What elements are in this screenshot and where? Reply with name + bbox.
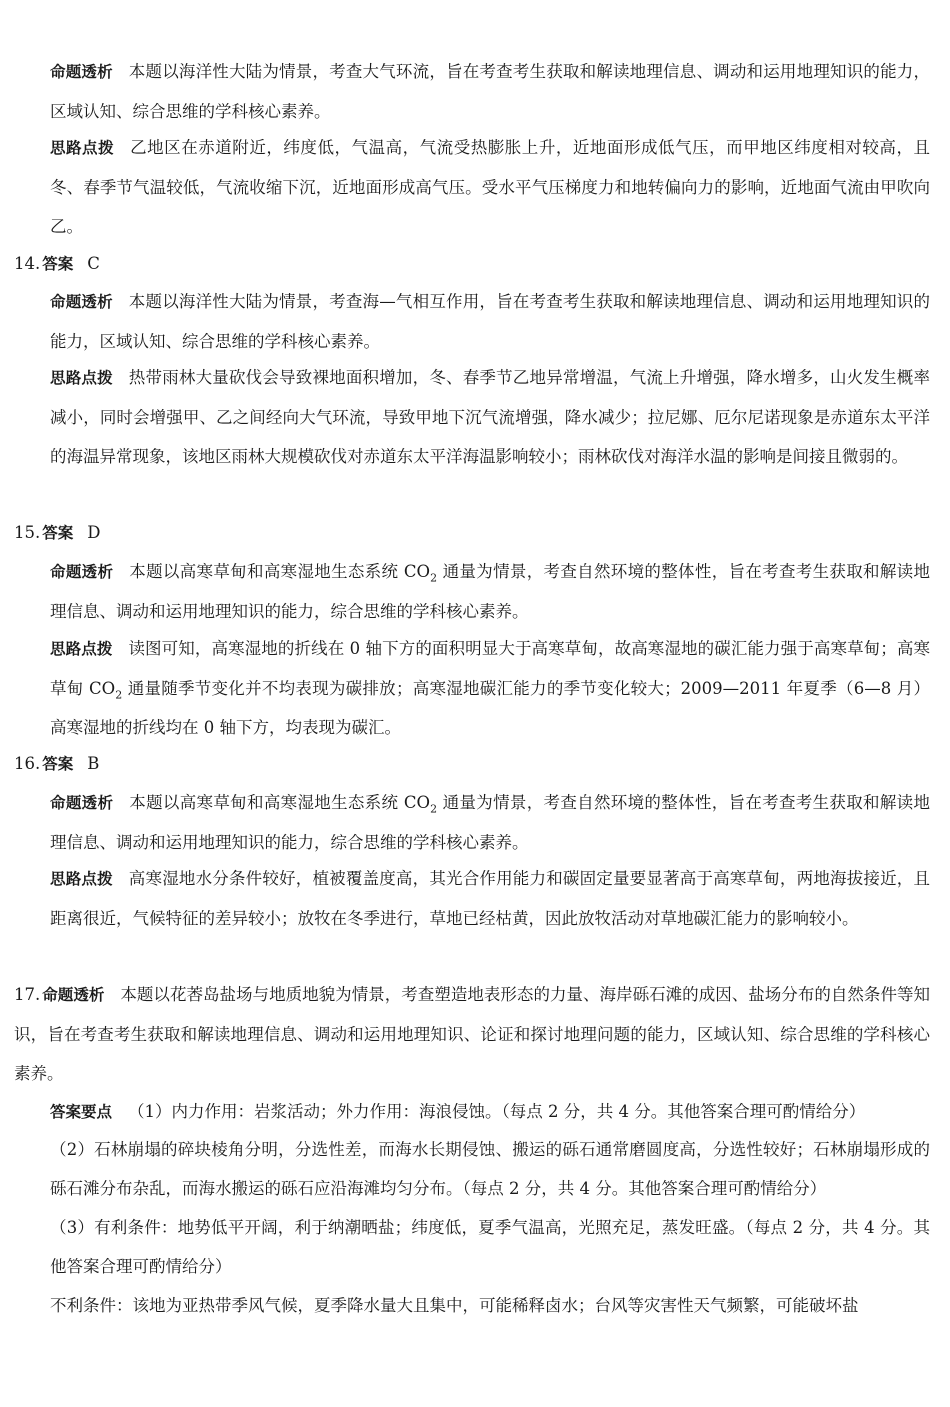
q17-kp3-unfavorable: 不利条件：该地为亚热带季风气候，夏季降水量大且集中，可能稀释卤水；台风等灾害性天气频繁，可能破坏盐 bbox=[50, 1296, 859, 1315]
q14-answer: C bbox=[87, 254, 100, 273]
q15-hint-text-a: 读图可知，高寒湿地的折线在 0 轴下方的面积明显大于高寒草甸，故高寒湿地的碳汇能力强于高寒草甸；高寒草甸 CO bbox=[50, 639, 930, 698]
answer-label: 答案 bbox=[42, 755, 74, 773]
key-points-label: 答案要点 bbox=[50, 1103, 113, 1121]
q15-answer: D bbox=[87, 523, 101, 542]
q16-answer: B bbox=[87, 754, 100, 773]
answer-label: 答案 bbox=[42, 524, 74, 542]
q17-analysis bbox=[14, 975, 930, 1093]
q14-hint bbox=[50, 358, 930, 476]
analysis-label: 命题透析 bbox=[50, 293, 113, 311]
q17-key-points-1 bbox=[50, 1092, 930, 1132]
hint-label: 思路点拨 bbox=[50, 369, 113, 387]
q16-analysis-text-a: 本题以高寒草甸和高寒湿地生态系统 CO bbox=[129, 793, 431, 812]
q17-key-points-3 bbox=[50, 1208, 930, 1286]
question-number: 16. bbox=[14, 754, 41, 773]
q16-analysis-text-b: 通量为情景，考查自然环境的整体性，旨在考查考生获取和解读地理信息、调动和运用地理知识的能力，综合思维的学科核心素养。 bbox=[50, 793, 930, 852]
question-number: 15. bbox=[14, 523, 41, 542]
q16-hint bbox=[50, 859, 930, 938]
question-number: 14. bbox=[14, 254, 41, 273]
analysis-label: 命题透析 bbox=[50, 794, 114, 812]
q17-unfavorable bbox=[50, 1286, 930, 1325]
q15-hint-text-b: 通量随季节变化并不均表现为碳排放；高寒湿地碳汇能力的季节变化较大；2009—2011 年夏季（6—8 月）高寒湿地的折线均在 0 轴下方，均表现为碳汇。 bbox=[50, 679, 930, 737]
q14-analysis-text: 本题以海洋性大陆为情景，考查海—气相互作用，旨在考查考生获取和解读地理信息、调动和运用地理知识的能力，区域认知、综合思维的学科核心素养。 bbox=[50, 292, 930, 351]
co2-subscript: 2 bbox=[115, 688, 123, 702]
q15-hint bbox=[50, 629, 930, 747]
co2-subscript: 2 bbox=[430, 802, 438, 816]
q13-hint bbox=[50, 128, 930, 246]
q14-analysis bbox=[50, 282, 930, 361]
hint-label: 思路点拨 bbox=[50, 640, 113, 658]
q17-kp3: （3）有利条件：地势低平开阔，利于纳潮晒盐；纬度低，夏季气温高，光照充足，蒸发旺盛。（每点 2 分，共 4 分。其他答案合理可酌情给分） bbox=[50, 1218, 930, 1276]
hint-label: 思路点拨 bbox=[50, 870, 113, 888]
hint-label: 思路点拨 bbox=[50, 139, 115, 157]
q14-hint-text: 热带雨林大量砍伐会导致裸地面积增加，冬、春季节乙地异常增温，气流上升增强，降水增多，山火发生概率减小，同时会增强甲、乙之间经向大气环流，导致甲地下沉气流增强，降水减少；拉尼娜、厄尔尼诺现象是赤道东太平洋的海温异常现象，该地区雨林大规模砍伐对赤道东太平洋海温影响较小；雨林砍伐对海洋水温的影响是间接且微弱的。 bbox=[50, 368, 930, 466]
analysis-label: 命题透析 bbox=[50, 563, 114, 581]
q17-kp2: （2）石林崩塌的碎块棱角分明，分选性差，而海水长期侵蚀、搬运的砾石通常磨圆度高，分选性较好；石林崩塌形成的砾石滩分布杂乱，而海水搬运的砾石应沿海滩均匀分布。（每点 2 分，共 4 分。其他答案合理可酌情给分） bbox=[50, 1140, 930, 1198]
q16-answer-line bbox=[14, 744, 930, 784]
analysis-label: 命题透析 bbox=[42, 986, 105, 1004]
q16-hint-text: 高寒湿地水分条件较好，植被覆盖度高，其光合作用能力和碳固定量要显著高于高寒草甸，两地海拔接近，且距离很近，气候特征的差异较小；放牧在冬季进行，草地已经枯黄，因此放牧活动对草地碳汇能力的影响较小。 bbox=[50, 869, 930, 928]
q13-analysis-text: 本题以海洋性大陆为情景，考查大气环流，旨在考查考生获取和解读地理信息、调动和运用地理知识的能力，区域认知、综合思维的学科核心素养。 bbox=[50, 62, 930, 121]
co2-subscript: 2 bbox=[430, 571, 438, 585]
q15-analysis-text-b: 通量为情景，考查自然环境的整体性，旨在考查考生获取和解读地理信息、调动和运用地理知识的能力，综合思维的学科核心素养。 bbox=[50, 562, 930, 621]
q15-analysis-text-a: 本题以高寒草甸和高寒湿地生态系统 CO bbox=[129, 562, 431, 581]
q15-analysis bbox=[50, 552, 930, 631]
q17-analysis-text: 本题以花莕岛盐场与地质地貌为情景，考查塑造地表形态的力量、海岸砾石滩的成因、盐场分布的自然条件等知识，旨在考查考生获取和解读地理信息、调动和运用地理知识、论证和探讨地理问题的能力，区域认知、综合思维的学科核心素养。 bbox=[14, 985, 930, 1083]
analysis-label: 命题透析 bbox=[50, 63, 113, 81]
q14-answer-line bbox=[14, 244, 930, 284]
question-number: 17. bbox=[14, 985, 41, 1004]
q17-kp1: （1）内力作用：岩浆活动；外力作用：海浪侵蚀。（每点 2 分，共 4 分。其他答案合理可酌情给分） bbox=[128, 1102, 866, 1121]
q13-analysis bbox=[50, 52, 930, 131]
q13-hint-text: 乙地区在赤道附近，纬度低，气温高，气流受热膨胀上升，近地面形成低气压，而甲地区纬度相对较高，且冬、春季节气温较低，气流收缩下沉，近地面形成高气压。受水平气压梯度力和地转偏向力的影响，近地面气流由甲吹向乙。 bbox=[50, 138, 930, 236]
q16-analysis bbox=[50, 783, 930, 862]
answer-label: 答案 bbox=[42, 255, 74, 273]
q17-key-points-2 bbox=[50, 1130, 930, 1208]
q15-answer-line bbox=[14, 513, 930, 553]
